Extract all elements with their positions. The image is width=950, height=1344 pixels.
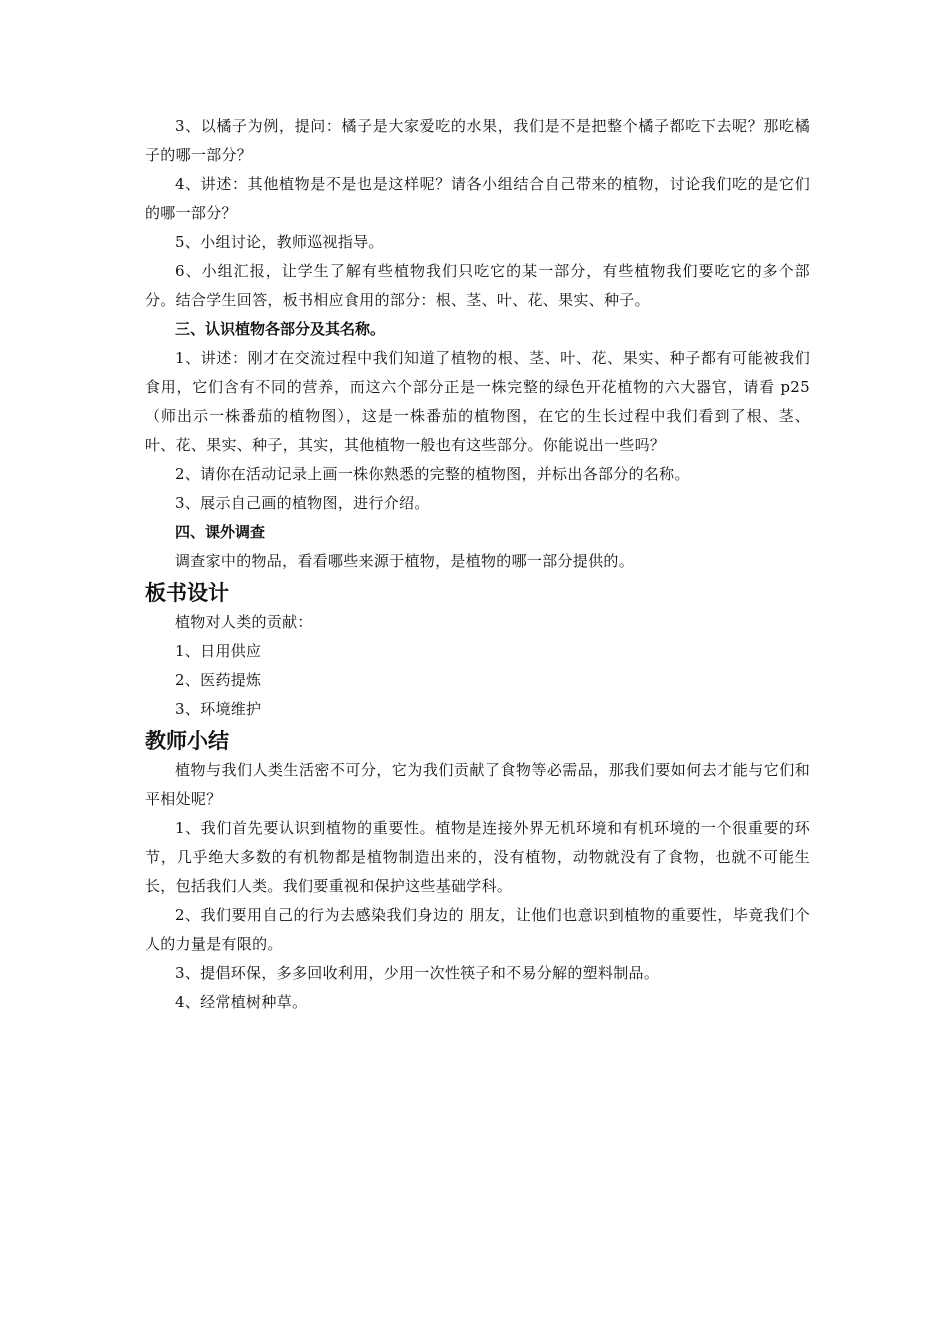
subheading-3: 三、认识植物各部分及其名称。 xyxy=(175,320,386,338)
paragraph: 3、展示自己画的植物图，进行介绍。 xyxy=(175,494,430,512)
paragraph: 2、请你在活动记录上画一株你熟悉的完整的植物图，并标出各部分的名称。 xyxy=(175,465,690,483)
board-line: 1、日用供应 xyxy=(175,642,262,660)
board-line: 植物对人类的贡献： xyxy=(175,613,313,631)
paragraph: 1、我们首先要认识到植物的重要性。植物是连接外界无机环境和有机环境的一个很重要的环节，几乎绝大多数的有机物都是植物制造出来的，没有植物，动物就没有了食物，也就不可能生长，包括我们人类。我们要重视和保护这些基础学科。 xyxy=(145,819,810,895)
teacher-summary-heading: 教师小结 xyxy=(145,729,229,753)
subheading-4: 四、课外调查 xyxy=(175,523,266,541)
paragraph: 调查家中的物品，看看哪些来源于植物，是植物的哪一部分提供的。 xyxy=(175,552,635,570)
board-design-heading: 板书设计 xyxy=(145,581,229,605)
paragraph: 3、提倡环保，多多回收利用，少用一次性筷子和不易分解的塑料制品。 xyxy=(175,964,660,982)
board-line: 3、环境维护 xyxy=(175,700,262,718)
paragraph: 2、我们要用自己的行为去感染我们身边的 朋友，让他们也意识到植物的重要性，毕竟我们个人的力量是有限的。 xyxy=(145,906,810,953)
board-line: 2、医药提炼 xyxy=(175,671,262,689)
paragraph: 3、以橘子为例，提问：橘子是大家爱吃的水果，我们是不是把整个橘子都吃下去呢？那吃橘子的哪一部分？ xyxy=(145,117,810,164)
paragraph: 5、小组讨论，教师巡视指导。 xyxy=(175,233,384,251)
paragraph: 4、经常植树种草。 xyxy=(175,993,308,1011)
paragraph: 4、讲述：其他植物是不是也是这样呢？请各小组结合自己带来的植物，讨论我们吃的是它们的哪一部分？ xyxy=(145,175,810,222)
paragraph: 1、讲述：刚才在交流过程中我们知道了植物的根、茎、叶、花、果实、种子都有可能被我们食用，它们含有不同的营养，而这六个部分正是一株完整的绿色开花植物的六大器官，请看 p25（师出示一株番茄的植物图），这是一株番茄的植物图，在它的生长过程中我们看到了根、茎、叶、花、果实、种子，其实，其他植物一般也有这些部分。你能说出一些吗？ xyxy=(145,349,810,454)
document-page xyxy=(145,112,810,1017)
paragraph: 植物与我们人类生活密不可分，它为我们贡献了食物等必需品，那我们要如何去才能与它们和平相处呢？ xyxy=(145,761,810,808)
paragraph: 6、小组汇报，让学生了解有些植物我们只吃它的某一部分，有些植物我们要吃它的多个部分。结合学生回答，板书相应食用的部分：根、茎、叶、花、果实、种子。 xyxy=(145,262,810,309)
